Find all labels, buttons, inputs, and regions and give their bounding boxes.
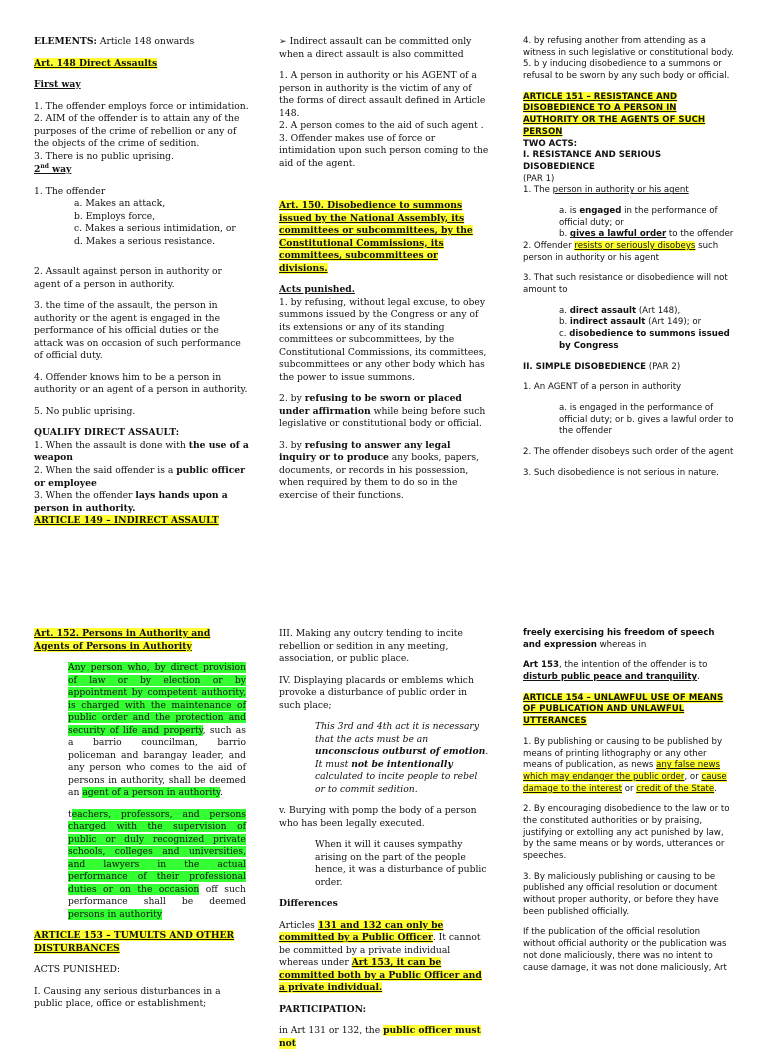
offender-item: a. Makes an attack, xyxy=(74,198,166,210)
first-way-heading: First way xyxy=(34,79,81,91)
resistance-item-3: 3. That such resistance or disobedience will not amount to xyxy=(523,273,728,296)
act-2: 2. by refusing to be sworn or placed under affirmation while being before such legislative or constitutional body or official. xyxy=(279,393,486,430)
resistance-item-1: 1. The person in authority or his agent xyxy=(523,185,689,196)
act-iv: IV. Displaying placards or emblems which provoke a disturbance of public order in such place; xyxy=(279,674,474,711)
resistance-heading: I. RESISTANCE AND SERIOUS DISOBEDIENCE xyxy=(523,150,662,172)
two-acts-label: TWO ACTS: xyxy=(523,138,578,149)
qualify-item: 2. When the said offender is a public officer or employee xyxy=(34,464,245,489)
acts-punished-label: ACTS PUNISHED: xyxy=(34,964,120,976)
act-4: 4. by refusing another from attending as a witness in such legislative or constitutional body. xyxy=(523,36,734,58)
column-left-top xyxy=(34,36,249,528)
art150-heading: Art. 150. Disobedience to summons issued by the National Assembly, its committees or subcommittees, by the Constitutional Commissions, its committees, subcommittees or divisions. xyxy=(279,200,473,274)
act-v-note: When it will it causes sympathy arising on the part of the people hence, it was a disturbance of public order. xyxy=(315,839,487,888)
resistance-subitem: a. direct assault (Art 148), xyxy=(559,305,681,316)
art152-heading: Art. 152. Persons in Authority and Agents of Persons in Authority xyxy=(34,628,211,652)
second-way-heading: 2nd way xyxy=(34,163,72,176)
act-5: 5. b y inducing disobedience to a summons or refusal to be sworn by any such body or official. xyxy=(523,59,730,82)
simple-item-2: 2. The offender disobeys such order of the agent xyxy=(523,446,734,457)
simple-item-3: 3. Such disobedience is not serious in nature. xyxy=(523,467,719,478)
column-left-bottom xyxy=(34,628,246,1011)
necessity-note: This 3rd and 4th act it is necessary that the acts must be an unconscious outburst of emotion. It must not be intentionally calculated to incite people to rebel or to commit sedition. xyxy=(315,721,489,795)
first-way-item: 2. AIM of the offender is to attain any of the purposes of the crime of rebellion or any of the objects of the crime of sedition. xyxy=(34,113,240,150)
element-3: 3. the time of the assault, the person in authority or the agent is engaged in the performance of his official duties or the attack was on occasion of such performance of official duty. xyxy=(34,300,241,362)
unlawful-item-3: 3. By maliciously publishing or causing to be published any official resolution or document without proper authority, or before they have been published officially. xyxy=(523,871,719,917)
act-1: 1. by refusing, without legal excuse, to obey summons issued by the Congress or any of its extensions or any of its standing committees or subcommittees, by the Constitutional Commissions, its committees, subcommittees or any other body which has the power to issue summons. xyxy=(279,296,487,383)
qualify-heading: QUALIFY DIRECT ASSAULT: xyxy=(34,427,180,439)
element-2: 2. Assault against person in authority or agent of a person in authority. xyxy=(34,266,222,290)
resistance-subitem: a. is engaged in the performance of official duty; or xyxy=(559,205,718,228)
first-way-item: 1. The offender employs force or intimidation. xyxy=(34,100,249,112)
resistance-item-2: 2. Offender resists or seriously disobeys such person in authority or his agent xyxy=(523,241,719,263)
simple-disobedience-heading: II. SIMPLE DISOBEDIENCE (PAR 2) xyxy=(523,361,681,372)
participation-line: in Art 131 or 132, the public officer must not xyxy=(279,1025,481,1049)
column-middle-top xyxy=(279,36,489,503)
offender-item: b. Employs force, xyxy=(74,210,156,222)
first-way-item: 3. There is no public uprising. xyxy=(34,150,174,162)
elements-value: Article 148 onwards xyxy=(96,36,195,47)
act-v: v. Burying with pomp the body of a person who has been legally executed. xyxy=(279,805,477,829)
elements-label: ELEMENTS: xyxy=(34,36,97,47)
indirect-element: 3. Offender makes use of force or intimidation upon such person coming to the aid of the agent. xyxy=(279,132,489,169)
speech-line: freely exercising his freedom of speech and expression whereas in xyxy=(523,628,715,650)
offender-item: d. Makes a serious resistance. xyxy=(74,235,215,247)
offender-heading: 1. The offender xyxy=(34,185,106,197)
indirect-note: ➢ Indirect assault can be committed only when a direct assault is also committed xyxy=(279,36,472,60)
acts-punished-heading: Acts punished. xyxy=(279,284,355,296)
elements-line xyxy=(34,36,249,49)
simple-subitem: a. is engaged in the performance of official duty; or b. gives a lawful order to the offender xyxy=(559,402,734,437)
column-right-top xyxy=(523,36,735,479)
resistance-subitem: c. disobedience to summons issued by Congress xyxy=(559,329,730,351)
differences-paragraph: Articles 131 and 132 can only be committed by a Public Officer. It cannot be committed by a private individual whereas under Art 153, it can be committed both by a Public Officer and a private individual. xyxy=(279,919,482,994)
art148-heading: Art. 148 Direct Assaults xyxy=(34,57,158,69)
offender-item: c. Makes a serious intimidation, or xyxy=(74,223,236,235)
differences-heading: Differences xyxy=(279,898,338,910)
unlawful-item-1: 1. By publishing or causing to be published by means of printing lithography or any other means of publication, as news any false news which may endanger the public order, or cause damage to the interest or credit of the State. xyxy=(523,736,727,794)
art149-heading: ARTICLE 149 – INDIRECT ASSAULT xyxy=(34,515,219,527)
participation-heading: PARTICIPATION: xyxy=(279,1003,367,1015)
element-5: 5. No public uprising. xyxy=(34,405,136,417)
unlawful-note: If the publication of the official resolution without official authority or the publication was not done maliciously, there was no intent to cause damage, it was not done maliciously, Art xyxy=(523,927,727,973)
art151-heading: ARTICLE 151 – RESISTANCE AND DISOBEDIENCE TO A PERSON IN AUTHORITY OR THE AGENTS OF SUCH PERSON xyxy=(523,91,706,137)
qualify-item: 1. When the assault is done with the use of a weapon xyxy=(34,439,249,464)
act-3: 3. by refusing to answer any legal inquiry or to produce any books, papers, documents, or records in his possession, when required by them to do so in the exercise of their functions. xyxy=(279,439,480,501)
arrow-icon: ➢ xyxy=(279,36,287,47)
any-person-paragraph: Any person who, by direct provision of law or by election or by appointment by competent authority, is charged with the maintenance of public order and the protection and security of life and property, such as a barrio councilman, barrio policeman and barangay leader, and any person who comes to the aid of persons in authority, shall be deemed an agent of a person in authority. xyxy=(68,662,246,799)
art154-heading: ARTICLE 154 – UNLAWFUL USE OF MEANS OF PUBLICATION AND UNLAWFUL UTTERANCES xyxy=(523,692,724,727)
element-4: 4. Offender knows him to be a person in authority or an agent of a person in authority. xyxy=(34,371,248,396)
column-middle-bottom xyxy=(279,628,489,1050)
indirect-element: 1. A person in authority or his AGENT of a person in authority is the victim of any of the forms of direct assault defined in Article 148. xyxy=(279,70,486,119)
par1-label: (PAR 1) xyxy=(523,173,555,184)
indirect-element: 2. A person comes to the aid of such agent . xyxy=(279,120,484,132)
act-iii: III. Making any outcry tending to incite rebellion or sedition in any meeting, association, or public place. xyxy=(279,628,463,665)
art153-intention: Art 153, the intention of the offender is to disturb public peace and tranquility. xyxy=(523,660,708,683)
art153-heading: ARTICLE 153 – TUMULTS AND OTHER DISTURBANCES xyxy=(34,930,235,954)
resistance-subitem: b. indirect assault (Art 149); or xyxy=(559,317,702,328)
column-right-bottom xyxy=(523,628,735,974)
resistance-subitem: b. gives a lawful order to the offender xyxy=(559,229,734,240)
qualify-item: 3. When the offender lays hands upon a person in authority. xyxy=(34,490,228,514)
unlawful-item-2: 2. By encouraging disobedience to the law or to the constituted authorities or by praising, justifying or extolling any act punished by law, by the same means or by words, utterances or speeches. xyxy=(523,804,730,861)
act-i: I. Causing any serious disturbances in a public place, office or establishment; xyxy=(34,985,221,1010)
simple-item-1: 1. An AGENT of a person in authority xyxy=(523,382,682,393)
teachers-paragraph: teachers, professors, and persons charged with the supervision of public or duly recognized private schools, colleges and universities, and lawyers in the actual performance of their professional duties or on the occasion off such performance shall be deemed persons in authority xyxy=(68,808,246,920)
